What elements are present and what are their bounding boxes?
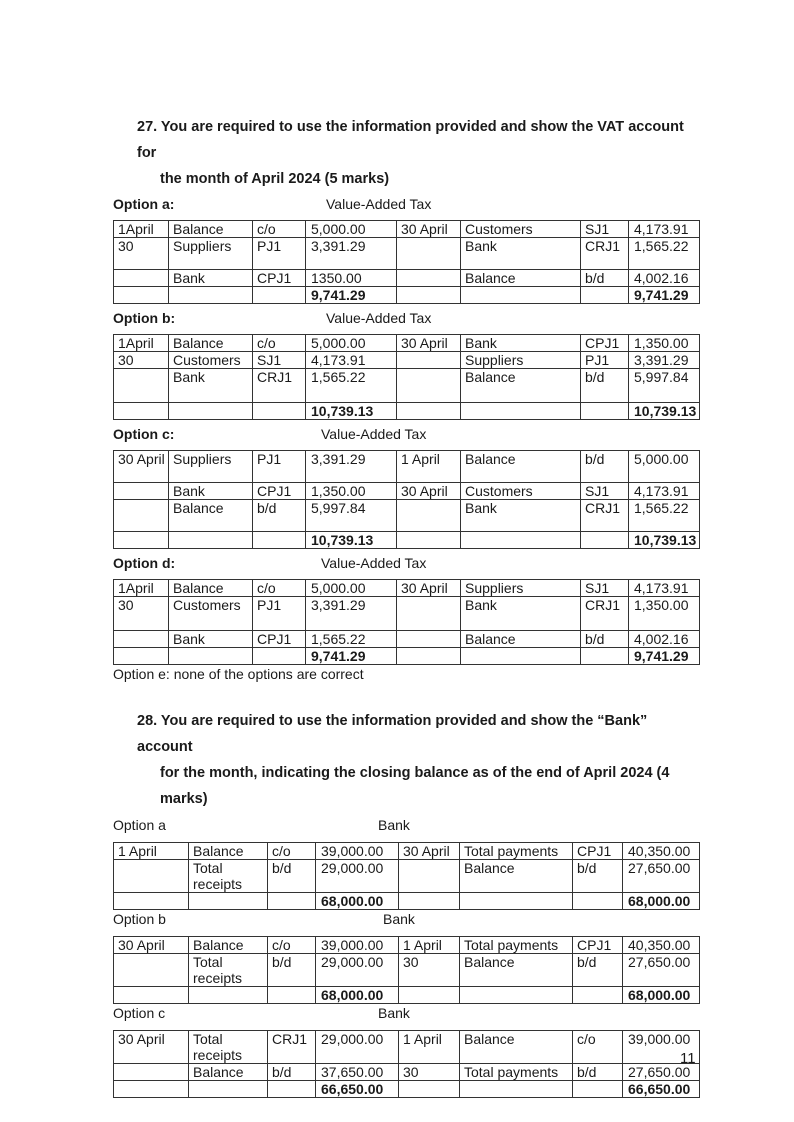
- credit-date-cell: [397, 597, 461, 631]
- debit-amount-cell: 29,000.00: [316, 954, 399, 987]
- credit-details-cell: Suppliers: [461, 352, 581, 369]
- total-row: [114, 532, 700, 549]
- table-row: [114, 631, 700, 648]
- debit-date-cell: [114, 369, 169, 403]
- credit-date-cell: [399, 893, 460, 910]
- credit-amount-cell: 39,000.00: [623, 1031, 700, 1064]
- credit-folio-cell: PJ1: [581, 352, 629, 369]
- option-header: [113, 310, 699, 327]
- table-row: [114, 580, 700, 597]
- page-number: 11: [680, 1050, 696, 1067]
- debit-amount-cell: 9,741.29: [306, 648, 397, 665]
- debit-details-cell: [169, 287, 253, 304]
- credit-date-cell: [397, 532, 461, 549]
- debit-folio-cell: c/o: [268, 843, 316, 860]
- credit-date-cell: [397, 369, 461, 403]
- option-header: [113, 555, 699, 572]
- debit-amount-cell: 66,650.00: [316, 1081, 399, 1098]
- credit-details-cell: Customers: [461, 483, 581, 500]
- total-row: [114, 403, 700, 420]
- credit-date-cell: [397, 270, 461, 287]
- debit-date-cell: [114, 403, 169, 420]
- debit-details-cell: [189, 893, 268, 910]
- credit-folio-cell: b/d: [581, 631, 629, 648]
- debit-date-cell: 1April: [114, 335, 169, 352]
- debit-amount-cell: 39,000.00: [316, 937, 399, 954]
- option-header: [113, 911, 699, 928]
- credit-amount-cell: 9,741.29: [629, 648, 700, 665]
- debit-details-cell: Bank: [169, 483, 253, 500]
- debit-date-cell: [114, 893, 189, 910]
- credit-date-cell: [397, 500, 461, 532]
- q27-option-0: [113, 196, 699, 304]
- credit-amount-cell: 1,350.00: [629, 597, 700, 631]
- credit-amount-cell: 1,350.00: [629, 335, 700, 352]
- debit-folio-cell: [268, 893, 316, 910]
- debit-date-cell: 30: [114, 352, 169, 369]
- credit-amount-cell: 3,391.29: [629, 352, 700, 369]
- credit-details-cell: Suppliers: [461, 580, 581, 597]
- option-label: Option a:: [113, 196, 175, 212]
- total-row: [114, 987, 700, 1004]
- credit-folio-cell: [581, 287, 629, 304]
- credit-amount-cell: 5,997.84: [629, 369, 700, 403]
- debit-folio-cell: CPJ1: [253, 483, 306, 500]
- credit-folio-cell: [573, 987, 623, 1004]
- debit-folio-cell: SJ1: [253, 352, 306, 369]
- total-row: [114, 648, 700, 665]
- table-row: [114, 843, 700, 860]
- credit-details-cell: Total payments: [460, 937, 573, 954]
- page-content: [113, 0, 699, 1098]
- debit-amount-cell: 3,391.29: [306, 451, 397, 483]
- credit-amount-cell: 68,000.00: [623, 987, 700, 1004]
- credit-date-cell: [399, 987, 460, 1004]
- credit-amount-cell: 10,739.13: [629, 532, 700, 549]
- debit-date-cell: 30: [114, 597, 169, 631]
- debit-date-cell: [114, 483, 169, 500]
- debit-details-cell: Balance: [169, 500, 253, 532]
- debit-date-cell: 30 April: [114, 1031, 189, 1064]
- debit-amount-cell: 5,000.00: [306, 335, 397, 352]
- table-row: [114, 238, 700, 270]
- debit-details-cell: Balance: [169, 580, 253, 597]
- credit-date-cell: 30 April: [397, 335, 461, 352]
- credit-date-cell: 30 April: [399, 843, 460, 860]
- table-row: [114, 369, 700, 403]
- debit-details-cell: Total receipts: [189, 954, 268, 987]
- debit-folio-cell: [253, 648, 306, 665]
- debit-details-cell: Balance: [169, 221, 253, 238]
- credit-date-cell: [399, 1081, 460, 1098]
- debit-amount-cell: 5,997.84: [306, 500, 397, 532]
- ledger-table: [113, 334, 700, 420]
- table-row: [114, 1031, 700, 1064]
- total-row: [114, 893, 700, 910]
- credit-details-cell: [460, 987, 573, 1004]
- option-label: Option c: [113, 1005, 166, 1021]
- credit-amount-cell: 27,650.00: [623, 1064, 700, 1081]
- credit-amount-cell: 68,000.00: [623, 893, 700, 910]
- debit-details-cell: Balance: [189, 843, 268, 860]
- debit-folio-cell: CRJ1: [268, 1031, 316, 1064]
- credit-folio-cell: CRJ1: [581, 238, 629, 270]
- table-row: [114, 937, 700, 954]
- debit-amount-cell: 39,000.00: [316, 843, 399, 860]
- debit-date-cell: 30 April: [114, 937, 189, 954]
- debit-details-cell: Suppliers: [169, 451, 253, 483]
- debit-amount-cell: 5,000.00: [306, 580, 397, 597]
- credit-amount-cell: 27,650.00: [623, 954, 700, 987]
- debit-date-cell: [114, 631, 169, 648]
- credit-folio-cell: CPJ1: [573, 937, 623, 954]
- total-row: [114, 1081, 700, 1098]
- debit-folio-cell: c/o: [268, 937, 316, 954]
- table-row: [114, 954, 700, 987]
- debit-folio-cell: PJ1: [253, 451, 306, 483]
- credit-details-cell: Balance: [461, 451, 581, 483]
- debit-amount-cell: 4,173.91: [306, 352, 397, 369]
- total-row: [114, 287, 700, 304]
- credit-folio-cell: SJ1: [581, 580, 629, 597]
- debit-folio-cell: b/d: [268, 954, 316, 987]
- option-label: Option b: [113, 911, 166, 927]
- account-name: Value-Added Tax: [326, 196, 432, 212]
- debit-details-cell: [189, 987, 268, 1004]
- credit-folio-cell: b/d: [581, 451, 629, 483]
- debit-date-cell: [114, 270, 169, 287]
- account-name: Bank: [378, 817, 410, 833]
- debit-folio-cell: c/o: [253, 580, 306, 597]
- debit-amount-cell: 1,350.00: [306, 483, 397, 500]
- credit-amount-cell: 40,350.00: [623, 937, 700, 954]
- credit-details-cell: Balance: [460, 954, 573, 987]
- question-27-line-1: 27. You are required to use the information provided and show the VAT account for: [137, 119, 684, 161]
- credit-details-cell: [460, 893, 573, 910]
- option-label: Option a: [113, 817, 166, 833]
- credit-date-cell: [397, 631, 461, 648]
- debit-date-cell: 1April: [114, 580, 169, 597]
- credit-folio-cell: SJ1: [581, 221, 629, 238]
- credit-date-cell: 30: [399, 954, 460, 987]
- debit-amount-cell: 1,565.22: [306, 369, 397, 403]
- ledger-table: [113, 936, 700, 1004]
- q27-option-2: [113, 426, 699, 549]
- credit-details-cell: [461, 287, 581, 304]
- credit-date-cell: [397, 648, 461, 665]
- debit-details-cell: Total receipts: [189, 860, 268, 893]
- debit-amount-cell: 68,000.00: [316, 893, 399, 910]
- account-name: Value-Added Tax: [321, 426, 427, 442]
- credit-details-cell: Total payments: [460, 843, 573, 860]
- debit-folio-cell: PJ1: [253, 597, 306, 631]
- table-row: [114, 335, 700, 352]
- debit-amount-cell: 1350.00: [306, 270, 397, 287]
- debit-folio-cell: CRJ1: [253, 369, 306, 403]
- credit-details-cell: Balance: [460, 860, 573, 893]
- debit-details-cell: Total receipts: [189, 1031, 268, 1064]
- credit-folio-cell: c/o: [573, 1031, 623, 1064]
- credit-amount-cell: 1,565.22: [629, 500, 700, 532]
- table-row: [114, 597, 700, 631]
- table-row: [114, 860, 700, 893]
- credit-details-cell: Bank: [461, 500, 581, 532]
- debit-folio-cell: CPJ1: [253, 631, 306, 648]
- debit-details-cell: [169, 648, 253, 665]
- debit-amount-cell: 29,000.00: [316, 1031, 399, 1064]
- debit-folio-cell: c/o: [253, 335, 306, 352]
- credit-amount-cell: 40,350.00: [623, 843, 700, 860]
- credit-date-cell: [397, 238, 461, 270]
- credit-details-cell: [461, 403, 581, 420]
- question-28-line-1: 28. You are required to use the information provided and show the “Bank” account: [137, 713, 648, 755]
- option-label: Option b:: [113, 310, 176, 326]
- credit-date-cell: [397, 352, 461, 369]
- credit-details-cell: Total payments: [460, 1064, 573, 1081]
- credit-amount-cell: 4,002.16: [629, 631, 700, 648]
- debit-date-cell: 1April: [114, 221, 169, 238]
- ledger-table: [113, 220, 700, 304]
- credit-folio-cell: SJ1: [581, 483, 629, 500]
- ledger-table: [113, 842, 700, 910]
- q27-option-3: [113, 555, 699, 665]
- debit-details-cell: Balance: [189, 1064, 268, 1081]
- option-label: Option c:: [113, 426, 175, 442]
- debit-details-cell: [189, 1081, 268, 1098]
- q28-option-1: [113, 911, 699, 1004]
- question-28-line-2: for the month, indicating the closing balance as of the end of April 2024 (4 marks): [160, 765, 670, 807]
- credit-date-cell: 1 April: [399, 937, 460, 954]
- credit-folio-cell: CPJ1: [581, 335, 629, 352]
- debit-details-cell: Bank: [169, 369, 253, 403]
- credit-date-cell: 30 April: [397, 483, 461, 500]
- credit-folio-cell: [581, 648, 629, 665]
- credit-details-cell: Bank: [461, 238, 581, 270]
- credit-folio-cell: CPJ1: [573, 843, 623, 860]
- credit-folio-cell: b/d: [573, 860, 623, 893]
- credit-amount-cell: 5,000.00: [629, 451, 700, 483]
- q28-option-0: [113, 817, 699, 910]
- question-28-title: [137, 708, 699, 812]
- debit-details-cell: Balance: [169, 335, 253, 352]
- debit-details-cell: Suppliers: [169, 238, 253, 270]
- debit-folio-cell: b/d: [268, 860, 316, 893]
- debit-folio-cell: b/d: [268, 1064, 316, 1081]
- credit-folio-cell: b/d: [581, 270, 629, 287]
- debit-details-cell: [169, 532, 253, 549]
- credit-amount-cell: 27,650.00: [623, 860, 700, 893]
- option-header: [113, 1005, 699, 1022]
- account-name: Bank: [383, 911, 415, 927]
- debit-folio-cell: c/o: [253, 221, 306, 238]
- debit-date-cell: [114, 1064, 189, 1081]
- credit-folio-cell: [573, 1081, 623, 1098]
- credit-date-cell: [399, 860, 460, 893]
- debit-date-cell: 30: [114, 238, 169, 270]
- debit-date-cell: [114, 500, 169, 532]
- credit-folio-cell: [573, 893, 623, 910]
- q28-option-2: [113, 1005, 699, 1098]
- debit-folio-cell: [253, 403, 306, 420]
- table-row: [114, 451, 700, 483]
- credit-details-cell: Balance: [461, 369, 581, 403]
- debit-details-cell: [169, 403, 253, 420]
- question-27-options: [113, 196, 699, 665]
- question-28-options: [113, 817, 699, 1098]
- credit-folio-cell: CRJ1: [581, 500, 629, 532]
- credit-amount-cell: 10,739.13: [629, 403, 700, 420]
- credit-date-cell: 1 April: [397, 451, 461, 483]
- debit-date-cell: 30 April: [114, 451, 169, 483]
- table-row: [114, 483, 700, 500]
- debit-folio-cell: CPJ1: [253, 270, 306, 287]
- option-label: Option d:: [113, 555, 176, 571]
- ledger-table: [113, 1030, 700, 1098]
- credit-date-cell: [397, 403, 461, 420]
- credit-folio-cell: b/d: [581, 369, 629, 403]
- debit-amount-cell: 10,739.13: [306, 532, 397, 549]
- ledger-table: [113, 579, 700, 665]
- debit-folio-cell: [253, 532, 306, 549]
- credit-date-cell: 30 April: [397, 580, 461, 597]
- table-row: [114, 1064, 700, 1081]
- credit-amount-cell: 4,173.91: [629, 483, 700, 500]
- credit-details-cell: [460, 1081, 573, 1098]
- debit-details-cell: Balance: [189, 937, 268, 954]
- debit-folio-cell: [253, 287, 306, 304]
- option-e: Option e: none of the options are correct: [113, 666, 364, 682]
- credit-details-cell: Balance: [461, 270, 581, 287]
- debit-amount-cell: 9,741.29: [306, 287, 397, 304]
- debit-date-cell: [114, 954, 189, 987]
- option-header: [113, 196, 699, 213]
- credit-date-cell: 1 April: [399, 1031, 460, 1064]
- credit-folio-cell: CRJ1: [581, 597, 629, 631]
- credit-amount-cell: 4,002.16: [629, 270, 700, 287]
- debit-date-cell: [114, 287, 169, 304]
- credit-folio-cell: [581, 532, 629, 549]
- debit-amount-cell: 5,000.00: [306, 221, 397, 238]
- account-name: Bank: [378, 1005, 410, 1021]
- credit-details-cell: Balance: [460, 1031, 573, 1064]
- credit-details-cell: Customers: [461, 221, 581, 238]
- table-row: [114, 221, 700, 238]
- debit-amount-cell: 3,391.29: [306, 238, 397, 270]
- table-row: [114, 500, 700, 532]
- ledger-table: [113, 450, 700, 549]
- credit-details-cell: [461, 532, 581, 549]
- credit-amount-cell: 9,741.29: [629, 287, 700, 304]
- credit-details-cell: Balance: [461, 631, 581, 648]
- question-27-title: [137, 114, 699, 192]
- debit-details-cell: Bank: [169, 270, 253, 287]
- debit-amount-cell: 37,650.00: [316, 1064, 399, 1081]
- debit-folio-cell: [268, 987, 316, 1004]
- q27-option-1: [113, 310, 699, 420]
- credit-amount-cell: 4,173.91: [629, 221, 700, 238]
- debit-folio-cell: PJ1: [253, 238, 306, 270]
- option-header: [113, 817, 699, 834]
- debit-amount-cell: 10,739.13: [306, 403, 397, 420]
- credit-details-cell: Bank: [461, 597, 581, 631]
- credit-folio-cell: [581, 403, 629, 420]
- debit-amount-cell: 1,565.22: [306, 631, 397, 648]
- debit-date-cell: [114, 987, 189, 1004]
- table-row: [114, 352, 700, 369]
- debit-date-cell: [114, 1081, 189, 1098]
- credit-amount-cell: 1,565.22: [629, 238, 700, 270]
- credit-date-cell: [397, 287, 461, 304]
- credit-folio-cell: b/d: [573, 954, 623, 987]
- debit-amount-cell: 68,000.00: [316, 987, 399, 1004]
- debit-amount-cell: 3,391.29: [306, 597, 397, 631]
- debit-date-cell: [114, 532, 169, 549]
- account-name: Value-Added Tax: [321, 555, 427, 571]
- table-row: [114, 270, 700, 287]
- debit-date-cell: [114, 860, 189, 893]
- debit-details-cell: Customers: [169, 597, 253, 631]
- account-name: Value-Added Tax: [326, 310, 432, 326]
- debit-amount-cell: 29,000.00: [316, 860, 399, 893]
- credit-date-cell: 30 April: [397, 221, 461, 238]
- debit-details-cell: Customers: [169, 352, 253, 369]
- credit-folio-cell: b/d: [573, 1064, 623, 1081]
- credit-date-cell: 30: [399, 1064, 460, 1081]
- question-27-line-2: the month of April 2024 (5 marks): [160, 171, 390, 187]
- debit-date-cell: 1 April: [114, 843, 189, 860]
- debit-folio-cell: b/d: [253, 500, 306, 532]
- credit-amount-cell: 66,650.00: [623, 1081, 700, 1098]
- debit-folio-cell: [268, 1081, 316, 1098]
- credit-details-cell: [461, 648, 581, 665]
- option-header: [113, 426, 699, 443]
- debit-details-cell: Bank: [169, 631, 253, 648]
- debit-date-cell: [114, 648, 169, 665]
- credit-amount-cell: 4,173.91: [629, 580, 700, 597]
- credit-details-cell: Bank: [461, 335, 581, 352]
